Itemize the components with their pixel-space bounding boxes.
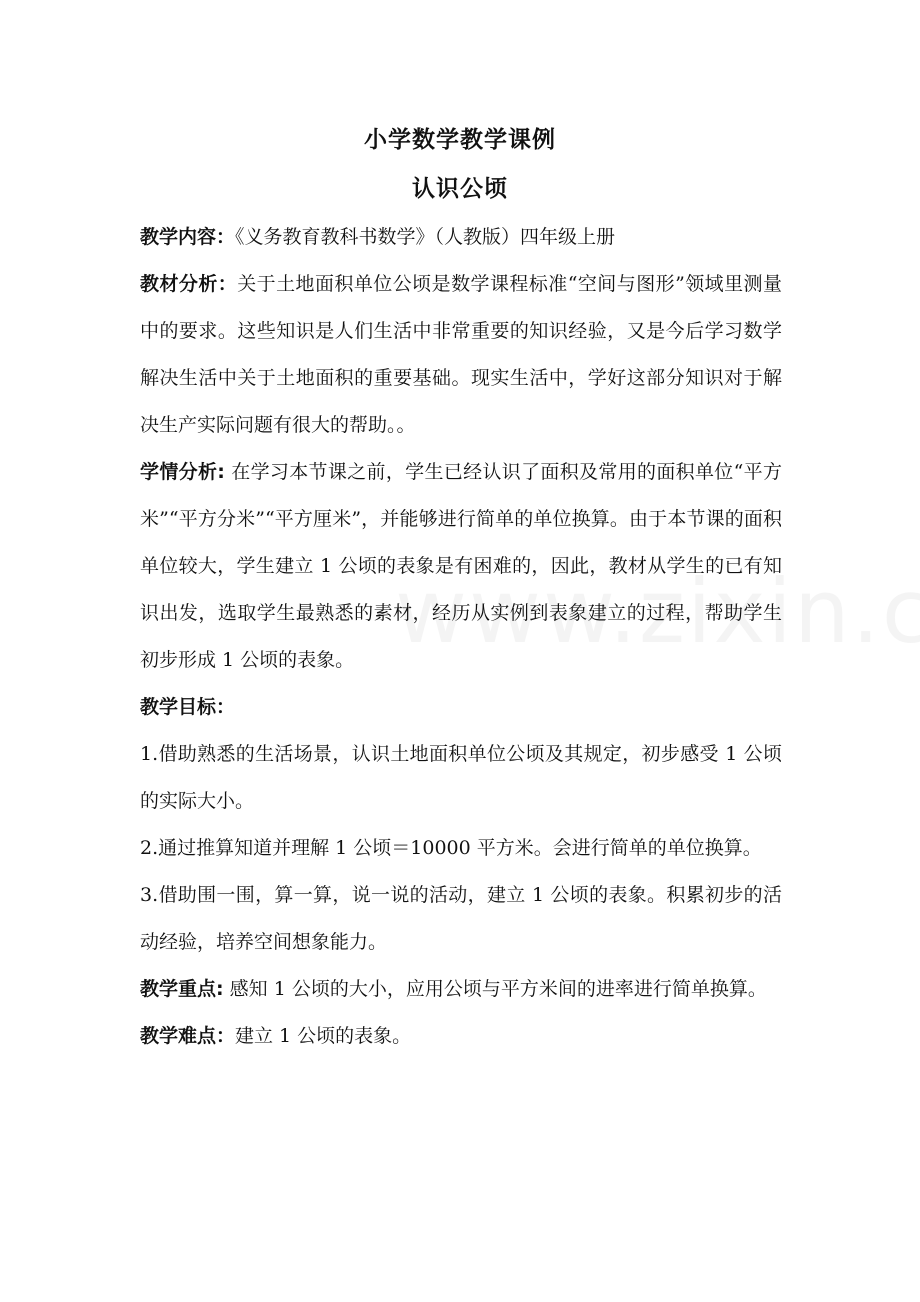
section-label: 教学内容： bbox=[140, 226, 236, 248]
section-label: 教材分析： bbox=[140, 273, 238, 295]
goal-item: 2.通过推算知道并理解 1 公顷＝10000 平方米。会进行简单的单位换算。 bbox=[140, 837, 762, 859]
section-material-analysis bbox=[140, 261, 782, 449]
section-label: 学情分析: bbox=[140, 461, 225, 483]
section-difficulty bbox=[140, 1013, 782, 1060]
section-text: 建立 1 公顷的表象。 bbox=[235, 1025, 412, 1047]
goal-item: 1.借助熟悉的生活场景，认识土地面积单位公顷及其规定，初步感受 1 公顷的实际大小。 bbox=[140, 743, 782, 812]
section-teaching-content bbox=[140, 214, 782, 261]
section-text: 感知 1 公顷的大小，应用公顷与平方米间的进率进行简单换算。 bbox=[223, 978, 767, 1000]
section-text: 《义务教育教科书数学》（人教版）四年级上册 bbox=[235, 226, 616, 248]
document-title: 小学数学教学课例 bbox=[364, 127, 556, 153]
goal-item: 3.借助围一围，算一算，说一说的活动，建立 1 公顷的表象。积累初步的活动经验，培养空间想象能力。 bbox=[140, 884, 782, 953]
document-body bbox=[140, 214, 782, 1060]
section-key-point bbox=[140, 966, 782, 1013]
section-label: 教学目标： bbox=[140, 696, 236, 718]
section-text: 在学习本节课之前，学生已经认识了面积及常用的面积单位“平方米”“平方分米”“平方厘米”，并能够进行简单的单位换算。由于本节课的面积单位较大，学生建立 1 公顷的表象是有困难的，因此，教材从学生的已有知识出发，选取学生最熟悉的素材，经历从实例到表象建立的过程，帮助学生初步形成 1 公顷的表象。 bbox=[140, 461, 782, 671]
section-text: 关于土地面积单位公顷是数学课程标准“空间与图形”领域里测量中的要求。这些知识是人们生活中非常重要的知识经验，又是今后学习数学解决生活中关于土地面积的重要基础。现实生活中，学好这部分知识对于解决生产实际问题有很大的帮助。。 bbox=[140, 273, 782, 436]
section-label: 教学难点： bbox=[140, 1025, 236, 1047]
document-subtitle: 认识公顷 bbox=[412, 176, 508, 202]
section-teaching-goals bbox=[140, 684, 782, 731]
section-label: 教学重点: bbox=[140, 978, 224, 1000]
section-student-analysis bbox=[140, 449, 782, 684]
